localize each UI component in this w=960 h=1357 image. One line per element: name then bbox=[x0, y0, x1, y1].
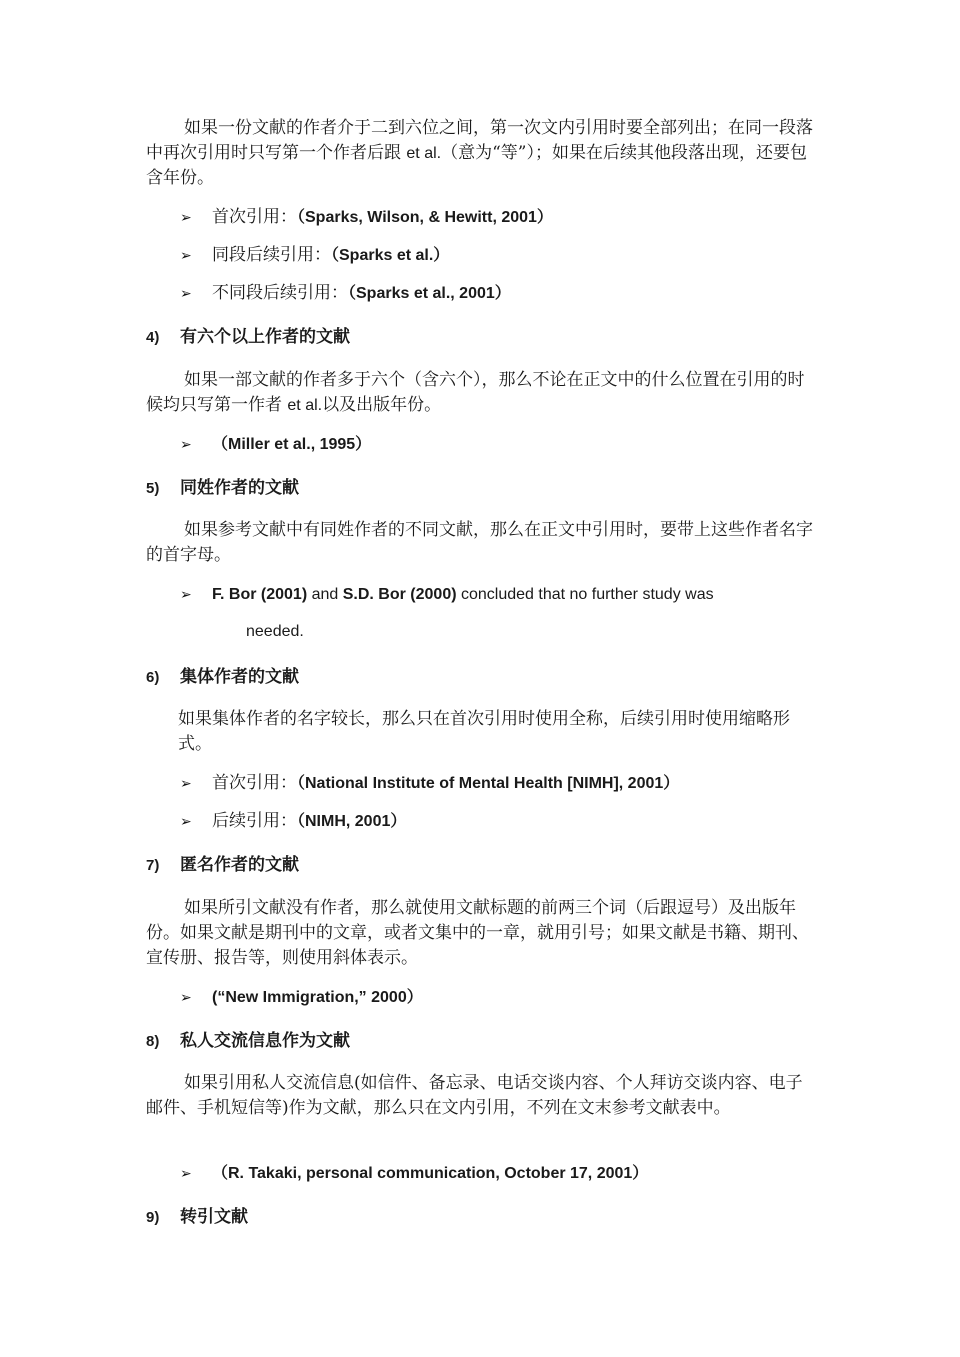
list-item: ➢ (“New Immigration,” 2000） bbox=[180, 985, 423, 1010]
arrow-bullet-icon: ➢ bbox=[180, 990, 192, 1006]
list-item: ➢ F. Bor (2001) and S.D. Bor (2000) concluded that no further study was bbox=[180, 582, 714, 607]
list-item: ➢ （R. Takaki, personal communication, October 17, 2001） bbox=[180, 1161, 648, 1186]
list-item-continuation: needed. bbox=[246, 623, 304, 640]
section-heading: 7) 匿名作者的文献 bbox=[146, 855, 299, 875]
section-heading: 9) 转引文献 bbox=[146, 1207, 248, 1227]
list-item: ➢ 不同段后续引用：（Sparks et al., 2001） bbox=[180, 281, 511, 306]
list-item: ➢ 首次引用：（Sparks, Wilson, & Hewitt, 2001） bbox=[180, 205, 553, 230]
arrow-bullet-icon: ➢ bbox=[180, 814, 192, 830]
arrow-bullet-icon: ➢ bbox=[180, 248, 192, 264]
section-heading: 8) 私人交流信息作为文献 bbox=[146, 1031, 350, 1051]
section-paragraph: 如果集体作者的名字较长，那么只在首次引用时使用全称，后续引用时使用缩略形式。 bbox=[178, 709, 790, 754]
list-item: ➢ 首次引用：（National Institute of Mental Health [NIMH], 2001） bbox=[180, 771, 679, 796]
intro-etal: et al. bbox=[406, 145, 442, 162]
arrow-bullet-icon: ➢ bbox=[180, 587, 192, 603]
intro-text-a: 如果一份文献的作者介于二到六位之间，第一次文内引用时要全部列出；在同一段落中再次引用时只写第一个作者后跟 bbox=[146, 118, 813, 163]
list-item: ➢ 后续引用：（NIMH, 2001） bbox=[180, 809, 406, 834]
section-paragraph: 如果参考文献中有同姓作者的不同文献，那么在正文中引用时，要带上这些作者名字的首字母。 bbox=[146, 520, 813, 565]
arrow-bullet-icon: ➢ bbox=[180, 210, 192, 226]
intro-paragraph bbox=[146, 116, 818, 191]
arrow-bullet-icon: ➢ bbox=[180, 1166, 192, 1182]
section-paragraph: 如果一部文献的作者多于六个（含六个），那么不论在正文中的什么位置在引用的时候均只写第一作者 et al.以及出版年份。 bbox=[146, 370, 805, 415]
arrow-bullet-icon: ➢ bbox=[180, 286, 192, 302]
section-heading: 4) 有六个以上作者的文献 bbox=[146, 327, 350, 347]
intro-text-b: （意为“等”）；如果在后续其他段落出现，还要包含年份。 bbox=[146, 143, 807, 188]
section-paragraph: 如果所引文献没有作者，那么就使用文献标题的前两三个词（后跟逗号）及出版年份。如果文献是期刊中的文章，或者文集中的一章，就用引号；如果文献是书籍、期刊、宣传册、报告等，则使用斜体表示。 bbox=[146, 898, 809, 968]
section-heading: 6) 集体作者的文献 bbox=[146, 667, 299, 687]
section-heading: 5) 同姓作者的文献 bbox=[146, 478, 299, 498]
arrow-bullet-icon: ➢ bbox=[180, 776, 192, 792]
arrow-bullet-icon: ➢ bbox=[180, 437, 192, 453]
section-paragraph: 如果引用私人交流信息(如信件、备忘录、电话交谈内容、个人拜访交谈内容、电子邮件、手机短信等)作为文献，那么只在文内引用，不列在文末参考文献表中。 bbox=[146, 1073, 803, 1118]
list-item: ➢ 同段后续引用：（Sparks et al.） bbox=[180, 243, 449, 268]
list-item: ➢ （Miller et al., 1995） bbox=[180, 432, 371, 457]
